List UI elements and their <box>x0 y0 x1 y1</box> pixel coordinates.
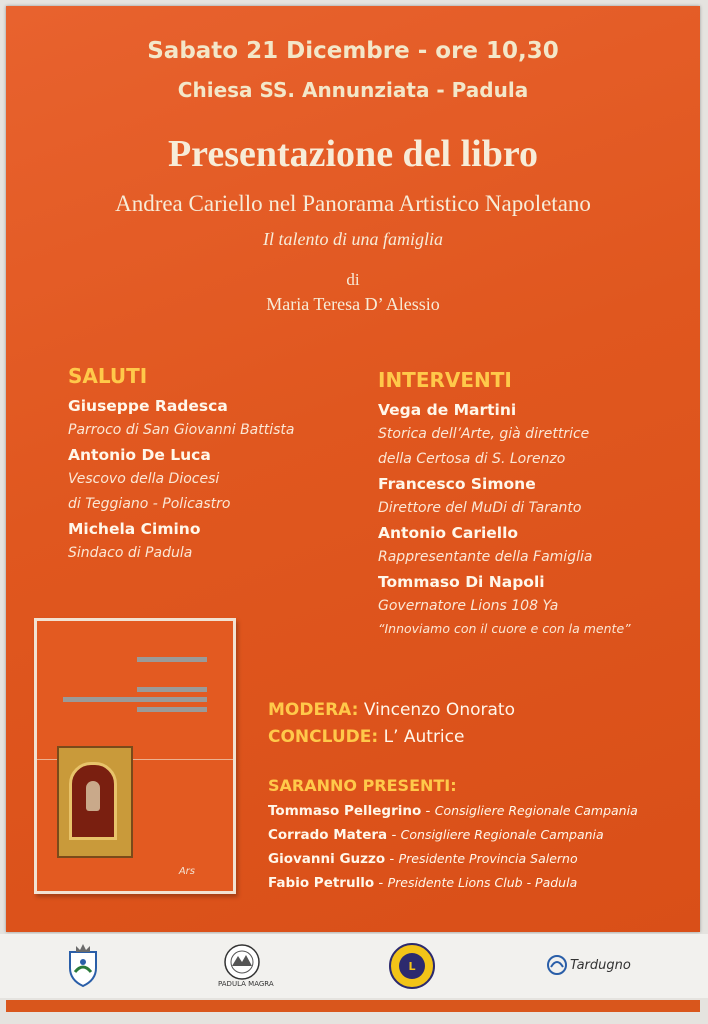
attendee-name: Giovanni Guzzo <box>268 851 386 867</box>
cover-artwork-image <box>57 746 133 858</box>
moderator-label: MODERA: <box>268 700 359 720</box>
cover-title-bar <box>137 657 207 662</box>
event-venue: Chiesa SS. Annunziata - Padula <box>177 78 529 102</box>
speaker-role: Vescovo della Diocesi <box>68 471 220 487</box>
poster-title: Presentazione del libro <box>167 133 539 175</box>
saluti-heading: SALUTI <box>68 364 148 388</box>
speaker-role: Storica dell’Arte, già direttrice <box>378 426 590 442</box>
speaker-name: Vega de Martini <box>378 401 517 419</box>
conclusion-label: CONCLUDE: <box>268 727 379 747</box>
speaker-name: Giuseppe Radesca <box>68 397 228 415</box>
cover-title-bar <box>137 707 207 712</box>
interventi-heading: INTERVENTI <box>378 368 512 392</box>
footer-accent-strip <box>6 1000 700 1012</box>
svg-text:L: L <box>408 960 416 973</box>
by-label: di <box>346 270 360 289</box>
attendees-section <box>268 776 698 895</box>
speaker-role: Direttore del MuDi di Taranto <box>378 500 582 516</box>
event-poster <box>6 6 700 932</box>
cover-title-bar <box>63 697 207 702</box>
speaker-role: Sindaco di Padula <box>68 545 193 561</box>
speaker-name: Tommaso Di Napoli <box>378 573 545 591</box>
attendee-row: Tommaso Pellegrino - Consigliere Regionale Campania <box>268 803 638 819</box>
attendee-name: Corrado Matera <box>268 827 388 843</box>
municipality-crest-logo <box>64 942 102 988</box>
sponsor-name: Tardugno <box>570 958 631 973</box>
speaker-motto: “Innoviamo con il cuore e con la mente” <box>378 621 631 636</box>
sponsor-footer <box>0 934 708 998</box>
speaker-role: di Teggiano - Policastro <box>68 496 231 512</box>
interventi-section <box>378 368 688 639</box>
attendee-role: Presidente Provincia Salerno <box>398 851 578 866</box>
conclusion-name: L’ Autrice <box>383 727 465 747</box>
attendee-name: Fabio Petrullo <box>268 875 375 891</box>
attendee-role: Consigliere Regionale Campania <box>434 803 638 818</box>
attendee-row: Fabio Petrullo - Presidente Lions Club - Padula <box>268 875 578 891</box>
book-author: Maria Teresa D’ Alessio <box>266 294 440 314</box>
club-seal-logo <box>218 942 274 988</box>
moderator-line <box>268 700 515 720</box>
attendee-name: Tommaso Pellegrino <box>268 803 422 819</box>
speaker-role: Governatore Lions 108 Ya <box>378 598 559 614</box>
book-tagline: Il talento di una famiglia <box>263 229 443 249</box>
speaker-role: Parroco di San Giovanni Battista <box>68 422 295 438</box>
event-date-time: Sabato 21 Dicembre - ore 10,30 <box>147 38 559 64</box>
attendees-heading: SARANNO PRESENTI: <box>268 776 457 795</box>
attendee-row: Corrado Matera - Consigliere Regionale Campania <box>268 827 604 843</box>
publisher-mark: Ars <box>178 866 195 877</box>
speaker-name: Michela Cimino <box>68 520 201 538</box>
speaker-name: Antonio De Luca <box>68 446 211 464</box>
attendee-row: Giovanni Guzzo - Presidente Provincia Salerno <box>268 851 578 867</box>
speaker-role: Rappresentante della Famiglia <box>378 549 593 565</box>
speaker-name: Francesco Simone <box>378 475 536 493</box>
speaker-name: Antonio Cariello <box>378 524 519 542</box>
attendee-role: Presidente Lions Club - Padula <box>387 875 578 890</box>
saluti-section <box>68 364 358 566</box>
moderator-name: Vincenzo Onorato <box>363 700 515 720</box>
sponsor-logo <box>546 952 636 982</box>
book-subtitle: Andrea Cariello nel Panorama Artistico Napoletano <box>115 191 591 216</box>
cover-title-bar <box>137 687 207 692</box>
conclusion-line <box>268 727 464 747</box>
speaker-role: della Certosa di S. Lorenzo <box>378 451 566 467</box>
club-caption: PADULA MAGRA <box>218 980 274 988</box>
book-cover-image <box>34 618 236 894</box>
lions-club-logo <box>388 942 436 990</box>
attendee-role: Consigliere Regionale Campania <box>400 827 604 842</box>
